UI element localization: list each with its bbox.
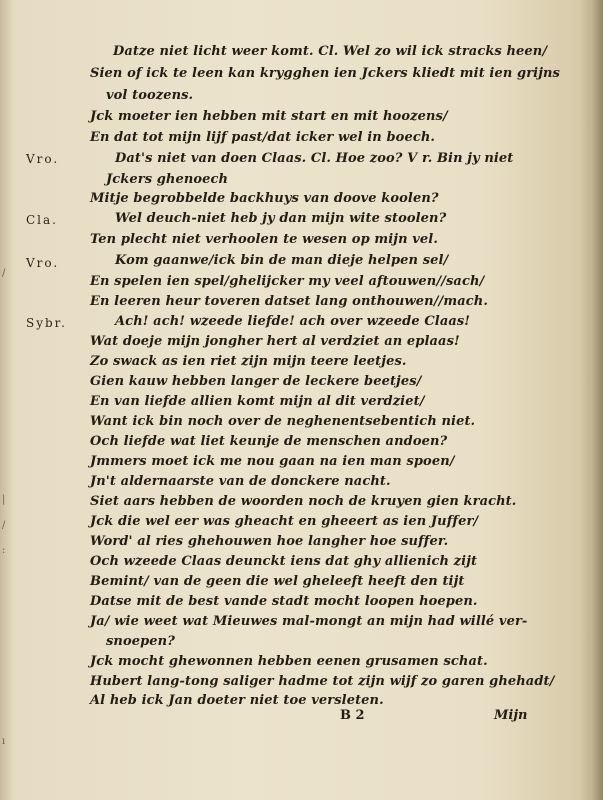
text-line: Siet aars hebben de woorden noch de kruyen gien kracht. <box>90 494 517 509</box>
text-line: En leeren heur toveren datset lang onthouwen//mach. <box>90 294 488 309</box>
text-line: Ten plecht niet verhoolen te wesen op mijn vel. <box>90 232 438 247</box>
text-line: Wat doeje mijn jongher hert al verdziet an eplaas! <box>90 334 460 349</box>
text-line: Datze niet licht weer komt. Cl. Wel zo wil ick stracks heen/ <box>113 44 548 59</box>
margin-mark: ı <box>2 736 6 747</box>
text-line: Want ick bin noch over de neghenentsebentich niet. <box>90 414 476 429</box>
text-line: snoepen? <box>106 634 175 649</box>
text-line: Jn't aldernaarste van de donckere nacht. <box>90 474 391 489</box>
text-line: Och wzeede Claas deunckt iens dat ghy allienich zijt <box>90 554 478 569</box>
margin-mark: : <box>2 545 6 556</box>
speaker-label-vro: Vro. <box>26 152 60 166</box>
margin-mark: | <box>2 494 6 505</box>
text-line: Sien of ick te leen kan krygghen ien Jckers kliedt mit ien grijns <box>90 66 560 81</box>
speaker-label-vro: Vro. <box>26 256 60 270</box>
binding-margin <box>0 0 14 800</box>
text-line: Zo swack as ien riet zijn mijn teere leetjes. <box>90 354 407 369</box>
text-line: vol toozens. <box>106 88 194 103</box>
text-line: En spelen ien spel/ghelijcker my veel aftouwen//sach/ <box>90 274 485 289</box>
text-line: Jck moeter ien hebben mit start en mit hoozens/ <box>90 109 448 124</box>
speaker-label-cla: Cla. <box>26 213 58 227</box>
text-line: Dat's niet van doen Claas. Cl. Hoe zoo? V r. Bin jy niet <box>115 151 514 166</box>
text-line: En dat tot mijn lijf past/dat icker wel in boech. <box>90 130 436 145</box>
text-line: Wel deuch-niet heb jy dan mijn wite stoolen? <box>115 211 447 226</box>
speaker-label-sybr: Sybr. <box>26 316 67 330</box>
margin-mark: / <box>2 520 6 531</box>
text-line: Ja/ wie weet wat Mieuwes mal-mongt an mijn had willé ver- <box>90 614 528 629</box>
margin-mark: / <box>2 268 6 279</box>
text-line: En van liefde allien komt mijn al dit verdziet/ <box>90 394 425 409</box>
text-line: Jck mocht ghewonnen hebben eenen grusamen schat. <box>90 654 488 669</box>
text-line: Och liefde wat liet keunje de menschen andoen? <box>90 434 448 449</box>
text-line: Al heb ick Jan doeter niet toe versleten. <box>90 693 384 708</box>
text-line: Ach! ach! wzeede liefde! ach over wzeede Claas! <box>115 314 471 329</box>
text-line: Gien kauw hebben langer de leckere beetjes/ <box>90 374 422 389</box>
text-line: Jckers ghenoech <box>106 172 229 187</box>
text-line: Bemint/ van de geen die wel gheleeft heeft den tijt <box>90 574 465 589</box>
signature-mark: B 2 <box>340 708 365 723</box>
text-line: Kom gaanwe/ick bin de man dieje helpen sel/ <box>115 253 449 268</box>
text-line: Hubert lang-tong saliger hadme tot zijn wijf zo garen ghehadt/ <box>90 674 555 689</box>
catchword: Mijn <box>494 708 528 723</box>
text-line: Word' al ries ghehouwen hoe langher hoe suffer. <box>90 534 449 549</box>
text-line: Jmmers moet ick me nou gaan na ien man spoen/ <box>90 454 455 469</box>
text-line: Jck die wel eer was gheacht en gheeert as ien Juffer/ <box>90 514 479 529</box>
text-line: Mitje begrobbelde backhuys van doove koolen? <box>90 191 439 206</box>
text-line: Datse mit de best vande stadt mocht loopen hoepen. <box>90 594 478 609</box>
